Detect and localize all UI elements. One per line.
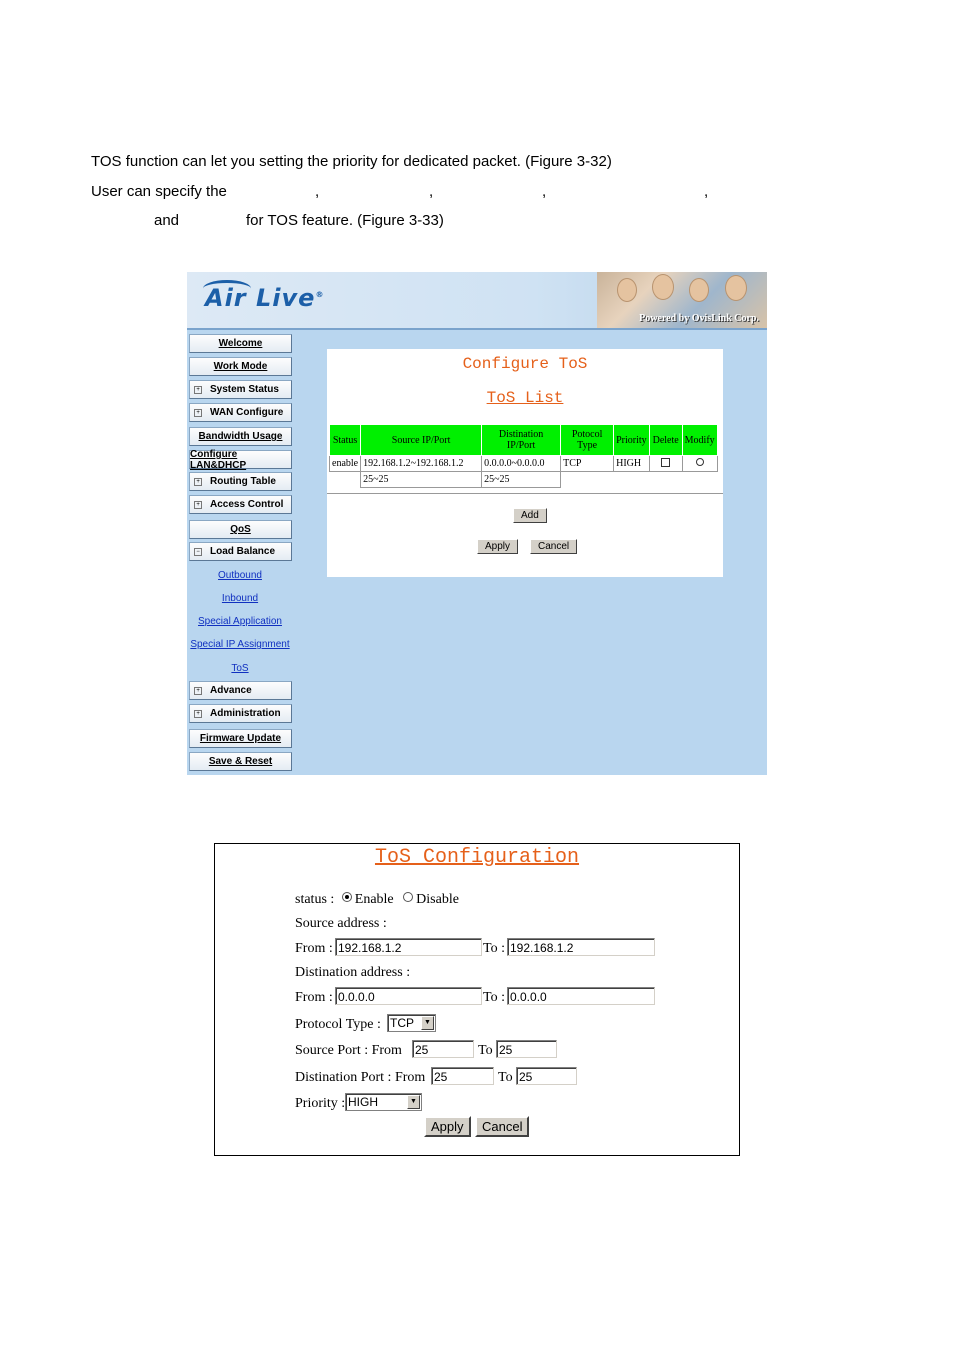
expand-icon: +	[194, 478, 202, 486]
modify-radio[interactable]	[696, 458, 704, 466]
source-port-to-label: To	[478, 1043, 493, 1058]
cell-empty	[561, 472, 718, 488]
logo-mark: ®	[315, 290, 325, 299]
intro-and: and	[154, 212, 180, 229]
menu-label: Load Balance	[210, 546, 276, 557]
menu-advance[interactable]	[189, 681, 292, 700]
cell-dest-port: 25~25	[482, 472, 561, 488]
col-source: Source IP/Port	[361, 425, 482, 456]
menu-label: Work Mode	[213, 361, 268, 372]
menu-routing-table[interactable]	[189, 472, 292, 491]
banner-photo	[597, 272, 767, 328]
menu-label: System Status	[210, 384, 279, 395]
disable-label: Disable	[416, 892, 459, 907]
intro-comma: ,	[542, 183, 547, 200]
menu-save-reset[interactable]	[189, 752, 292, 771]
header-banner	[187, 272, 767, 330]
tos-config-title	[215, 846, 739, 869]
table-row	[330, 456, 718, 472]
menu-bandwidth-usage[interactable]	[189, 427, 292, 446]
logo-text: Air Live	[205, 284, 316, 312]
disable-radio[interactable]	[403, 892, 413, 902]
protocol-value: TCP	[390, 1016, 414, 1030]
col-status: Status	[330, 425, 361, 456]
priority-label: Priority :	[295, 1096, 346, 1111]
intro-line-2-text: User can specify the	[91, 183, 227, 200]
menu-welcome[interactable]	[189, 334, 292, 353]
dest-to-label: To :	[483, 990, 505, 1005]
person-icon	[725, 275, 747, 301]
menu-firmware-update[interactable]	[189, 729, 292, 748]
dest-address-label: Distination address :	[295, 965, 411, 980]
col-protocol: Potocol Type	[561, 425, 614, 456]
expand-icon: +	[194, 710, 202, 718]
menu-system-status[interactable]	[189, 380, 292, 399]
cell-status: enable	[330, 456, 361, 472]
menu-label: Save & Reset	[208, 756, 273, 767]
source-to-label: To :	[483, 941, 505, 956]
figure-3-32-screenshot	[187, 272, 767, 775]
col-dest: Distination IP/Port	[482, 425, 561, 456]
chevron-down-icon: ▼	[407, 1095, 420, 1109]
menu-access-control[interactable]	[189, 495, 292, 514]
cancel-button[interactable]: Cancel	[475, 1116, 529, 1137]
dest-port-to-input[interactable]: 25	[516, 1067, 577, 1085]
source-from-input[interactable]: 192.168.1.2	[335, 938, 482, 956]
col-modify: Modify	[682, 425, 717, 456]
menu-qos[interactable]	[189, 520, 292, 539]
menu-administration[interactable]	[189, 704, 292, 723]
enable-label: Enable	[354, 892, 394, 907]
person-icon	[652, 274, 674, 300]
add-button[interactable]: Add	[513, 508, 547, 523]
apply-button[interactable]: Apply	[424, 1116, 471, 1137]
menu-label: Routing Table	[210, 476, 276, 487]
cell-dest-ip: 0.0.0.0~0.0.0.0	[482, 456, 561, 472]
intro-line-3-text: for TOS feature. (Figure 3-33)	[246, 212, 444, 229]
source-address-label: Source address :	[295, 916, 387, 931]
dest-port-from-input[interactable]: 25	[431, 1067, 494, 1085]
collapse-icon: −	[194, 548, 202, 556]
submenu-tos[interactable]: ToS	[231, 663, 249, 674]
status-label: status :	[295, 892, 335, 907]
person-icon	[617, 278, 637, 302]
source-to-input[interactable]: 192.168.1.2	[507, 938, 655, 956]
menu-label: Configure LAN&DHCP	[190, 448, 247, 471]
person-icon	[689, 278, 709, 302]
intro-comma: ,	[315, 183, 320, 200]
apply-button[interactable]: Apply	[477, 539, 518, 554]
cancel-button[interactable]: Cancel	[530, 539, 577, 554]
cell-protocol: TCP	[561, 456, 614, 472]
airlive-logo	[205, 284, 324, 312]
submenu-inbound[interactable]: Inbound	[221, 593, 259, 604]
chevron-down-icon: ▼	[421, 1016, 434, 1030]
configure-tos-panel	[327, 349, 723, 577]
expand-icon: +	[194, 409, 202, 417]
cell-empty	[330, 472, 361, 488]
source-from-label: From :	[295, 941, 333, 956]
menu-work-mode[interactable]	[189, 357, 292, 376]
menu-label: Bandwidth Usage	[198, 431, 283, 442]
dest-to-input[interactable]: 0.0.0.0	[507, 987, 655, 1005]
expand-icon: +	[194, 501, 202, 509]
menu-load-balance[interactable]	[189, 542, 292, 561]
delete-checkbox[interactable]	[661, 458, 670, 467]
tos-config-title-text: ToS Configuration	[374, 846, 580, 869]
page-title: Configure ToS	[462, 355, 588, 373]
intro-comma: ,	[429, 183, 434, 200]
menu-label: Firmware Update	[199, 733, 282, 744]
expand-icon: +	[194, 386, 202, 394]
protocol-label: Protocol Type :	[295, 1017, 381, 1032]
menu-configure-lan[interactable]	[189, 450, 292, 469]
table-header-row	[330, 425, 718, 456]
divider	[327, 493, 723, 494]
intro-line-3	[91, 212, 491, 230]
menu-wan-configure[interactable]	[189, 403, 292, 422]
cell-modify	[682, 456, 717, 472]
priority-select[interactable]	[345, 1093, 422, 1111]
cell-priority: HIGH	[614, 456, 650, 472]
source-port-label: Source Port : From	[295, 1043, 402, 1058]
dest-from-input[interactable]: 0.0.0.0	[335, 987, 482, 1005]
intro-line-1: TOS function can let you setting the priority for dedicated packet. (Figure 3-32)	[91, 153, 612, 170]
submenu-special-ip[interactable]: Special IP Assignment	[190, 639, 290, 650]
menu-label: Advance	[210, 685, 252, 696]
source-port-to-input[interactable]: 25	[496, 1040, 557, 1058]
submenu-outbound[interactable]: Outbound	[218, 570, 262, 581]
menu-label: WAN Configure	[210, 407, 284, 418]
dest-port-label: Distination Port : From	[295, 1070, 426, 1085]
intro-comma: ,	[704, 183, 709, 200]
col-delete: Delete	[649, 425, 682, 456]
source-port-from-input[interactable]: 25	[412, 1040, 474, 1058]
dest-port-to-label: To	[498, 1070, 513, 1085]
tos-list-title: ToS List	[486, 389, 564, 407]
intro-line-2	[91, 183, 791, 201]
menu-label: Administration	[210, 708, 281, 719]
expand-icon: +	[194, 687, 202, 695]
status-row	[295, 892, 459, 908]
menu-label: QoS	[230, 524, 251, 535]
protocol-select[interactable]	[387, 1014, 436, 1032]
cell-source-port: 25~25	[361, 472, 482, 488]
priority-value: HIGH	[348, 1095, 378, 1109]
dest-from-label: From :	[295, 990, 333, 1005]
enable-radio[interactable]	[342, 892, 352, 902]
table-row	[330, 472, 718, 488]
menu-label: Access Control	[210, 499, 284, 510]
cell-source-ip: 192.168.1.2~192.168.1.2	[361, 456, 482, 472]
submenu-special-application[interactable]: Special Application	[198, 616, 282, 627]
figure-3-33-tos-configuration	[214, 843, 740, 1156]
col-priority: Priority	[614, 425, 650, 456]
powered-by: Powered by OvisLink Corp.	[639, 313, 759, 324]
tos-list-table	[329, 424, 718, 488]
cell-delete	[649, 456, 682, 472]
menu-label: Welcome	[218, 338, 263, 349]
